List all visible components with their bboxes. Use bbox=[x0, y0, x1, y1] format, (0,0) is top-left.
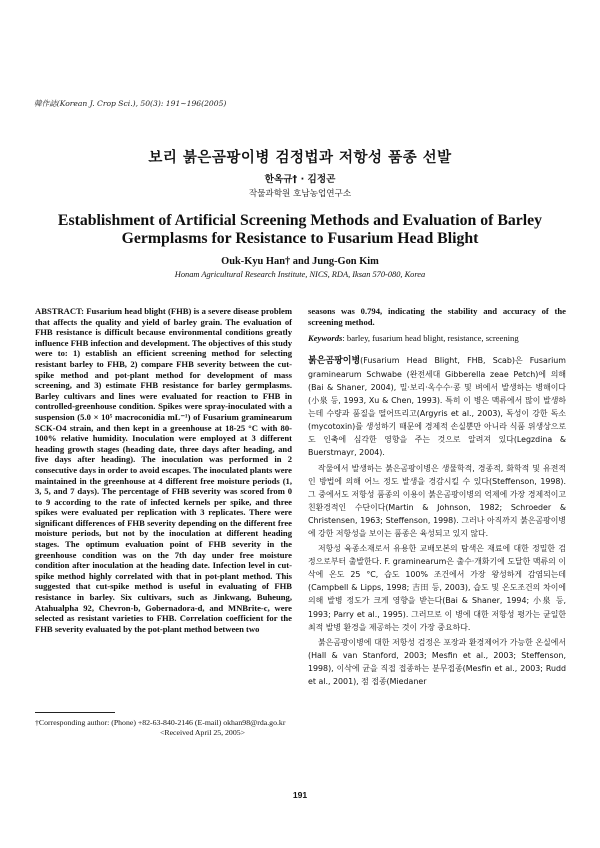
english-authors: Ouk-Kyu Han† and Jung-Gon Kim bbox=[221, 256, 379, 267]
introduction bbox=[308, 354, 566, 688]
intro-paragraph-3: 저항성 육종소재로서 유용한 교배모본의 탐색은 재료에 대한 정밀한 검정으로부터 출발한다. F. graminearum은 출수·개화기에 도달한 맥류의 이삭에 온도 25 °C, 습도 100% 조건에서 가장 왕성하게 감염되는데(Campbell & Lipps, 1998; 吉田 등, 2003), 습도 및 온도조건의 차이에 의해 발병 정도가 크게 영향을 받는다(Bai & Shaner, 1994; 小泉 등, 1993; Parry et al., 1995). 그러므로 이 병에 대한 저항성 평가는 균일한 최적 발병 환경을 제공하는 것이 가장 중요하다. bbox=[308, 544, 566, 632]
abstract-column bbox=[35, 306, 292, 634]
footnote-divider bbox=[35, 712, 115, 713]
english-title: Establishment of Artificial Screening Methods and Evaluation of Barley Germplasms for Resistance to Fusarium Head Blight bbox=[57, 212, 543, 247]
intro-paragraph-1: 붉은곰팡이병(Fusarium Head Blight, FHB, Scab)은 Fusarium graminearum Schwabe (완전세대 Gibberella zeae Petch)에 의해(Bai & Shaner, 2004), 밀·보리·옥수수·콩 및 벼에서 발생하는 병해이다(小泉 등, 1993, Xu & Chen, 1993). 특히 이 병은 맥류에서 많이 발생하는데 수량과 품질을 떨어뜨리고(Argyris et al., 2003), 독성이 강한 독소(mycotoxin)를 생성하기 때문에 경제적 손실뿐만 아니라 식품 위생상으로도 인축에 심각한 영향을 주는 것으로 알려져 있다(Legzdina & Buerstmayr, 2004). bbox=[308, 355, 566, 458]
journal-citation: 韓作誌(Korean J. Crop Sci.), 50(3): 191~196(2005) bbox=[34, 99, 227, 108]
page-number: 191 bbox=[292, 790, 308, 800]
intro-lead: 붉은곰팡이병 bbox=[308, 355, 361, 366]
keywords-list: : barley, fusarium head blight, resistance, screening bbox=[342, 333, 519, 344]
korean-affiliation: 작물과학원 호남농업연구소 bbox=[248, 189, 352, 199]
abstract-continued: seasons was 0.794, indicating the stability and accuracy of the screening method. bbox=[308, 306, 566, 327]
intro-paragraph-2: 작물에서 발생하는 붉은곰팡이병은 생물학적, 경종적, 화학적 및 유전적인 방법에 의해 어느 정도 발생을 경감시킬 수 있다(Steffenson, 1998). 그 중에서도 저항성 품종의 이용이 붉은곰팡이병의 억제에 가장 경제적이고 친환경적인 수단이다(Martin & Johnson, 1982; Schroeder & Christensen, 1963; Steffenson, 1998). 그러나 아직까지 붉은곰팡이병에 강한 저항성을 보이는 품종은 육성되고 있지 않다. bbox=[308, 463, 566, 538]
keywords bbox=[308, 333, 566, 344]
received-date: <Received April 25, 2005> bbox=[160, 728, 246, 737]
right-column bbox=[308, 306, 566, 690]
intro-paragraph-4: 붉은곰팡이병에 대한 저항성 검정은 포장과 환경제어가 가능한 온실에서(Hall & van Stanford, 2003; Mesfin et al., 2003; Steffenson, 1998), 이삭에 균을 직접 접종하는 분무접종(Mesfin et al., 2003; Rudd et al., 2001), 점 접종(Miedaner bbox=[308, 637, 566, 687]
footnote-corresponding-author: †Corresponding author: (Phone) +82-63-840-2146 (E-mail) okhan98@rda.go.kr bbox=[35, 718, 286, 727]
korean-authors: 한옥규† · 김정곤 bbox=[264, 174, 336, 185]
english-affiliation: Honam Agricultural Research Institute, NICS, RDA, Iksan 570-080, Korea bbox=[174, 270, 426, 279]
keywords-label: Keywords bbox=[308, 333, 343, 344]
korean-title: 보리 붉은곰팡이병 검정법과 저항성 품종 선발 bbox=[148, 150, 452, 166]
abstract-text: ABSTRACT: Fusarium head blight (FHB) is a severe disease problem that affects the quality and yield of barley grain. The evaluation of FHB resistance is difficult because environmental conditions greatly influence FHB infection and development. The objectives of this study were to: 1) establish an efficient screening method for selecting resistant barley to FHB, 2) compare FHB severity between the cut-spike method and pot-plant method for development of mass screening, and 3) estimate FHB resistance for barley germplasms. Barley cultivars and lines were evaluated for reaction to FHB in controlled-greenhouse condition. Spikes were spray-inoculated with a suspension (5.0 × 10⁵ macroconidia mL⁻¹) of Fusarium graminearum SCK-O4 strain, and then kept in a greenhouse at 18-25 °C with 80-100% relative humidity. Inoculation were employed at 3 different heading growth stages (heading date, three days after heading, and five days after heading). The inoculation was performed in 2 consecutive days in order to avoid escapes. The inoculated plants were maintained in the greenhouse at 4 different free moisture periods (1, 3, 5, and 7 days). The percentage of FHB severity was scored from 0 to 9 according to the rate of infected kernels per spike, and three spikes were evaluated per replication with 3 replicates. There were significant differences of FHB severity depending on the different free moisture periods, but not by the inoculation at different heading stages. The optimum evaluation point of FHB severity in the greenhouse condition was on the 7th day under free moisture condition after inoculation at the heading date. Infection level in cut-spike method highly correlated with that in pot-plant method. This suggested that cut-spike method is useful in evaluating of FHB resistance in barley. Six cultivars, such as Jinkwang, Buheung, Atahualpha 92, Chevron-b, Gobernadora-d, and MNBrite-c, were selected as resistant varieties to FHB. Correlation coefficient for the FHB severity evaluated by the pot-plant method between two bbox=[35, 306, 292, 634]
